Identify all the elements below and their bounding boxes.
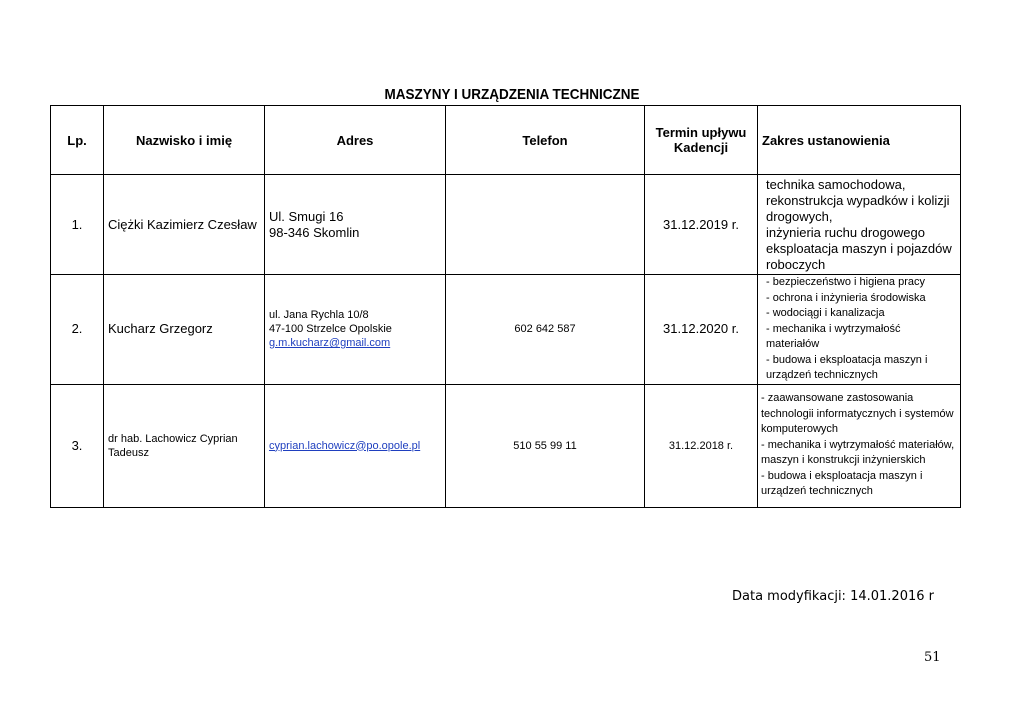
row-name [104,384,265,507]
modification-date: Data modyfikacji: 14.01.2016 r [732,589,934,604]
address-line: 98-346 Skomlin [269,224,360,240]
row-scope [758,384,961,507]
address-line: ul. Jana Rychla 10/8 [269,309,369,322]
row-term: 31.12.2020 r. [645,275,758,385]
row-phone: 602 642 587 [446,275,645,385]
row-name: Kucharz Grzegorz [104,275,265,385]
email-link[interactable]: g.m.kucharz@gmail.com [269,337,391,350]
scope-line: drogowych, [766,208,833,224]
scope-line: - wodociągi i kanalizacja [766,307,885,319]
scope-line: - mechanika i wytrzymałość materiałów, [761,438,955,451]
scope-line: maszyn i konstrukcji inżynierskich [761,454,926,467]
header-term-line1: Termin upływu [655,125,747,140]
row-lp: 1. [51,175,104,275]
scope-line: materiałów [766,338,820,350]
email-link[interactable]: cyprian.lachowicz@po.opole.pl [269,439,421,452]
row-lp: 3. [51,384,104,507]
row-scope [758,175,961,275]
scope-line: technologii informatycznych i systemów [761,407,954,420]
address-line: 47-100 Strzelce Opolskie [269,323,392,336]
row-term: 31.12.2018 r. [645,384,758,507]
header-lp: Lp. [51,106,104,175]
table-row [51,384,961,507]
scope-line: - mechanika i wytrzymałość [766,322,901,335]
name-line: dr hab. Lachowicz Cyprian [108,432,238,445]
scope-line: urządzeń technicznych [766,369,878,381]
row-scope [758,275,961,385]
header-term-line2: Kadencji [673,140,729,155]
scope-line: inżynieria ruchu drogowego [766,224,925,240]
row-lp: 2. [51,275,104,385]
table-row [51,275,961,385]
row-term: 31.12.2019 r. [645,175,758,275]
scope-line: - ochrona i inżynieria środowiska [766,291,926,304]
header-term [645,106,758,175]
name-line: Tadeusz [108,446,149,459]
scope-line: - budowa i eksploatacja maszyn i [766,353,928,366]
scope-line: - zaawansowane zastosowania [761,392,914,405]
scope-line: rekonstrukcja wypadków i kolizji [766,192,950,208]
address-line: Ul. Smugi 16 [269,208,344,224]
header-address: Adres [265,106,446,175]
table-row [51,175,961,275]
scope-line: komputerowych [761,423,839,436]
row-address [265,275,446,385]
scope-line: roboczych [766,256,826,272]
header-name: Nazwisko i imię [104,106,265,175]
scope-line: - budowa i eksploatacja maszyn i [761,469,923,482]
row-address [265,175,446,275]
page-number: 51 [924,650,941,665]
table-header-row [51,106,961,175]
row-name: Ciężki Kazimierz Czesław [104,175,265,275]
scope-line: eksploatacja maszyn i pojazdów [766,240,952,256]
scope-line: - bezpieczeństwo i higiena pracy [766,276,925,288]
experts-table [50,105,961,508]
header-phone: Telefon [446,106,645,175]
page-title: MASZYNY I URZĄDZENIA TECHNICZNE [384,86,640,103]
row-phone [446,175,645,275]
header-scope: Zakres ustanowienia [758,106,961,175]
row-phone: 510 55 99 11 [446,384,645,507]
scope-line: technika samochodowa, [766,176,906,192]
scope-line: urządzeń technicznych [761,485,873,498]
row-address [265,384,446,507]
